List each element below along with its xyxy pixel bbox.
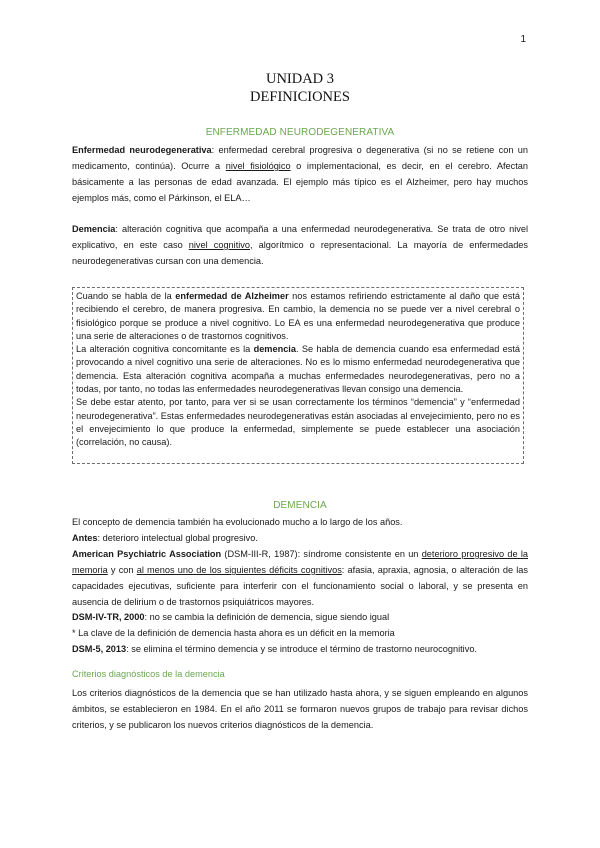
term-dsm4: DSM-IV-TR, 2000 xyxy=(72,612,145,622)
section-heading-dementia: DEMENCIA xyxy=(273,500,327,511)
term-alzheimer: enfermedad de Alzheimer xyxy=(175,291,289,301)
dementia-apa-definition xyxy=(72,546,528,610)
text-segment: nos estamos refiriendo estrictamente al daño que está recibiendo el cerebro, de manera progresiva. En cambio, la demencia no se puede ver a nivel cerebral o fisiológico porque se produce a nivel cognitivo. Lo EA es una enfermedad neurodegenerativa que produce una serie de alteraciones o de trastornos cognitivos. xyxy=(76,291,520,341)
paragraph-dementia-definition xyxy=(72,221,528,269)
text-segment: (DSM-III-R, 1987): síndrome consistente en un xyxy=(221,549,422,559)
text-segment: o implementacional, es decir, en el cerebro. Afectan básicamente a las personas de edad avanzada. El ejemplo más típico es el Alzheimer, pero hay muchos ejemplos más, como el Párkinson, el ELA… xyxy=(72,161,529,203)
page-number: 1 xyxy=(520,34,526,45)
page-title xyxy=(0,70,600,106)
text-segment: La alteración cognitiva concomitante es la xyxy=(76,344,254,355)
term-dementia-bold: demencia xyxy=(253,344,296,355)
text-segment: , algorítmico o representacional. La mayoría de enfermedades neurodegenerativas cursan con una demencia. xyxy=(72,240,529,266)
term-dementia: Demencia xyxy=(72,224,116,234)
box-paragraph-alzheimer xyxy=(76,290,520,343)
underlined-term: nivel cognitivo xyxy=(188,240,251,250)
dementia-dsm4 xyxy=(72,609,528,625)
dementia-antes xyxy=(72,530,528,546)
criteria-paragraph: Los criterios diagnósticos de la demencia que se han utilizado hasta ahora, y se siguen empleando en algunos ámbitos, se establecieron en 1984. En el año 2011 se formaron nuevos grupos de trabajo para revisar dichos criterios, y se publicaron los nuevos criterios diagnósticos de la demencia. xyxy=(72,688,528,730)
text-segment: Cuando se habla de la xyxy=(76,291,176,301)
term-neurodegenerative: Enfermedad neurodegenerativa xyxy=(72,145,212,155)
term-antes: Antes xyxy=(72,533,98,543)
term-dsm5: DSM-5, 2013 xyxy=(72,644,127,654)
box-paragraph-terms: Se debe estar atento, por tanto, para ver si se usan correctamente los términos “demencia” y “enfermedad neurodegenerativa”. Estas enfermedades neurodegenerativas están asociadas al envejecimiento, pero no es el envejecimiento lo que produce la enfermedad, simplemente se puede establecer una asociación (correlación, no causa). xyxy=(76,397,520,448)
text-segment: : enfermedad cerebral progresiva o degenerativa (si no se retiene con un medicamento, continúa). Ocurre a xyxy=(72,145,528,171)
dementia-dsm5 xyxy=(72,641,528,657)
dementia-note: * La clave de la definición de demencia hasta ahora es un déficit en la memoria xyxy=(72,628,395,638)
title-line-unit: UNIDAD 3 xyxy=(265,71,335,87)
text-segment: . Se habla de demencia cuando esa enfermedad está provocando a nivel cognitivo una serie de alteraciones. No es lo mismo enfermedad neurodegenerativa que demencia. Esta alteración cognitiva acompaña a muchas enfermedades neurodegenerativas, pero no a todas, por tanto, no todas las enfermedades neurodegenerativas llevan consigo una demencia. xyxy=(76,344,520,395)
underlined-term: deterioro progresivo de la memoria xyxy=(72,549,528,575)
text-segment: : afasia, apraxia, agnosia, o alteración de las capacidades ejecutivas, suficiente para interferir con el funcionamiento social o laboral, y se presenta en ausencia de delirium o de trastornos psiquiátricos mayores. xyxy=(72,565,528,607)
text-segment: : se elimina el término demencia y se introduce el término de trastorno neurocognitivo. xyxy=(126,644,477,654)
text-segment: : no se cambia la definición de demencia, sigue siendo igual xyxy=(144,612,390,622)
text-segment: : alteración cognitiva que acompaña a una enfermedad neurodegenerativa. Se trata de otro nivel explicativo, en este caso xyxy=(72,224,528,250)
dementia-intro: El concepto de demencia también ha evolucionado mucho a lo largo de los años. xyxy=(72,517,403,527)
section-heading-criteria: Criterios diagnósticos de la demencia xyxy=(72,669,225,679)
title-line-definitions: DEFINICIONES xyxy=(250,89,350,105)
section-heading-neurodegenerative: ENFERMEDAD NEURODEGENERATIVA xyxy=(205,127,395,138)
underlined-term: nivel fisiológico xyxy=(225,161,291,171)
text-segment: y con xyxy=(107,565,137,575)
box-paragraph-dementia xyxy=(76,343,520,396)
underlined-term: al menos uno de los siguientes déficits cognitivos xyxy=(136,565,342,575)
term-apa: American Psychiatric Association xyxy=(72,549,222,559)
paragraph-neurodegenerative-definition xyxy=(72,142,528,206)
note-box xyxy=(72,287,524,464)
text-segment: : deterioro intelectual global progresivo. xyxy=(97,533,258,543)
